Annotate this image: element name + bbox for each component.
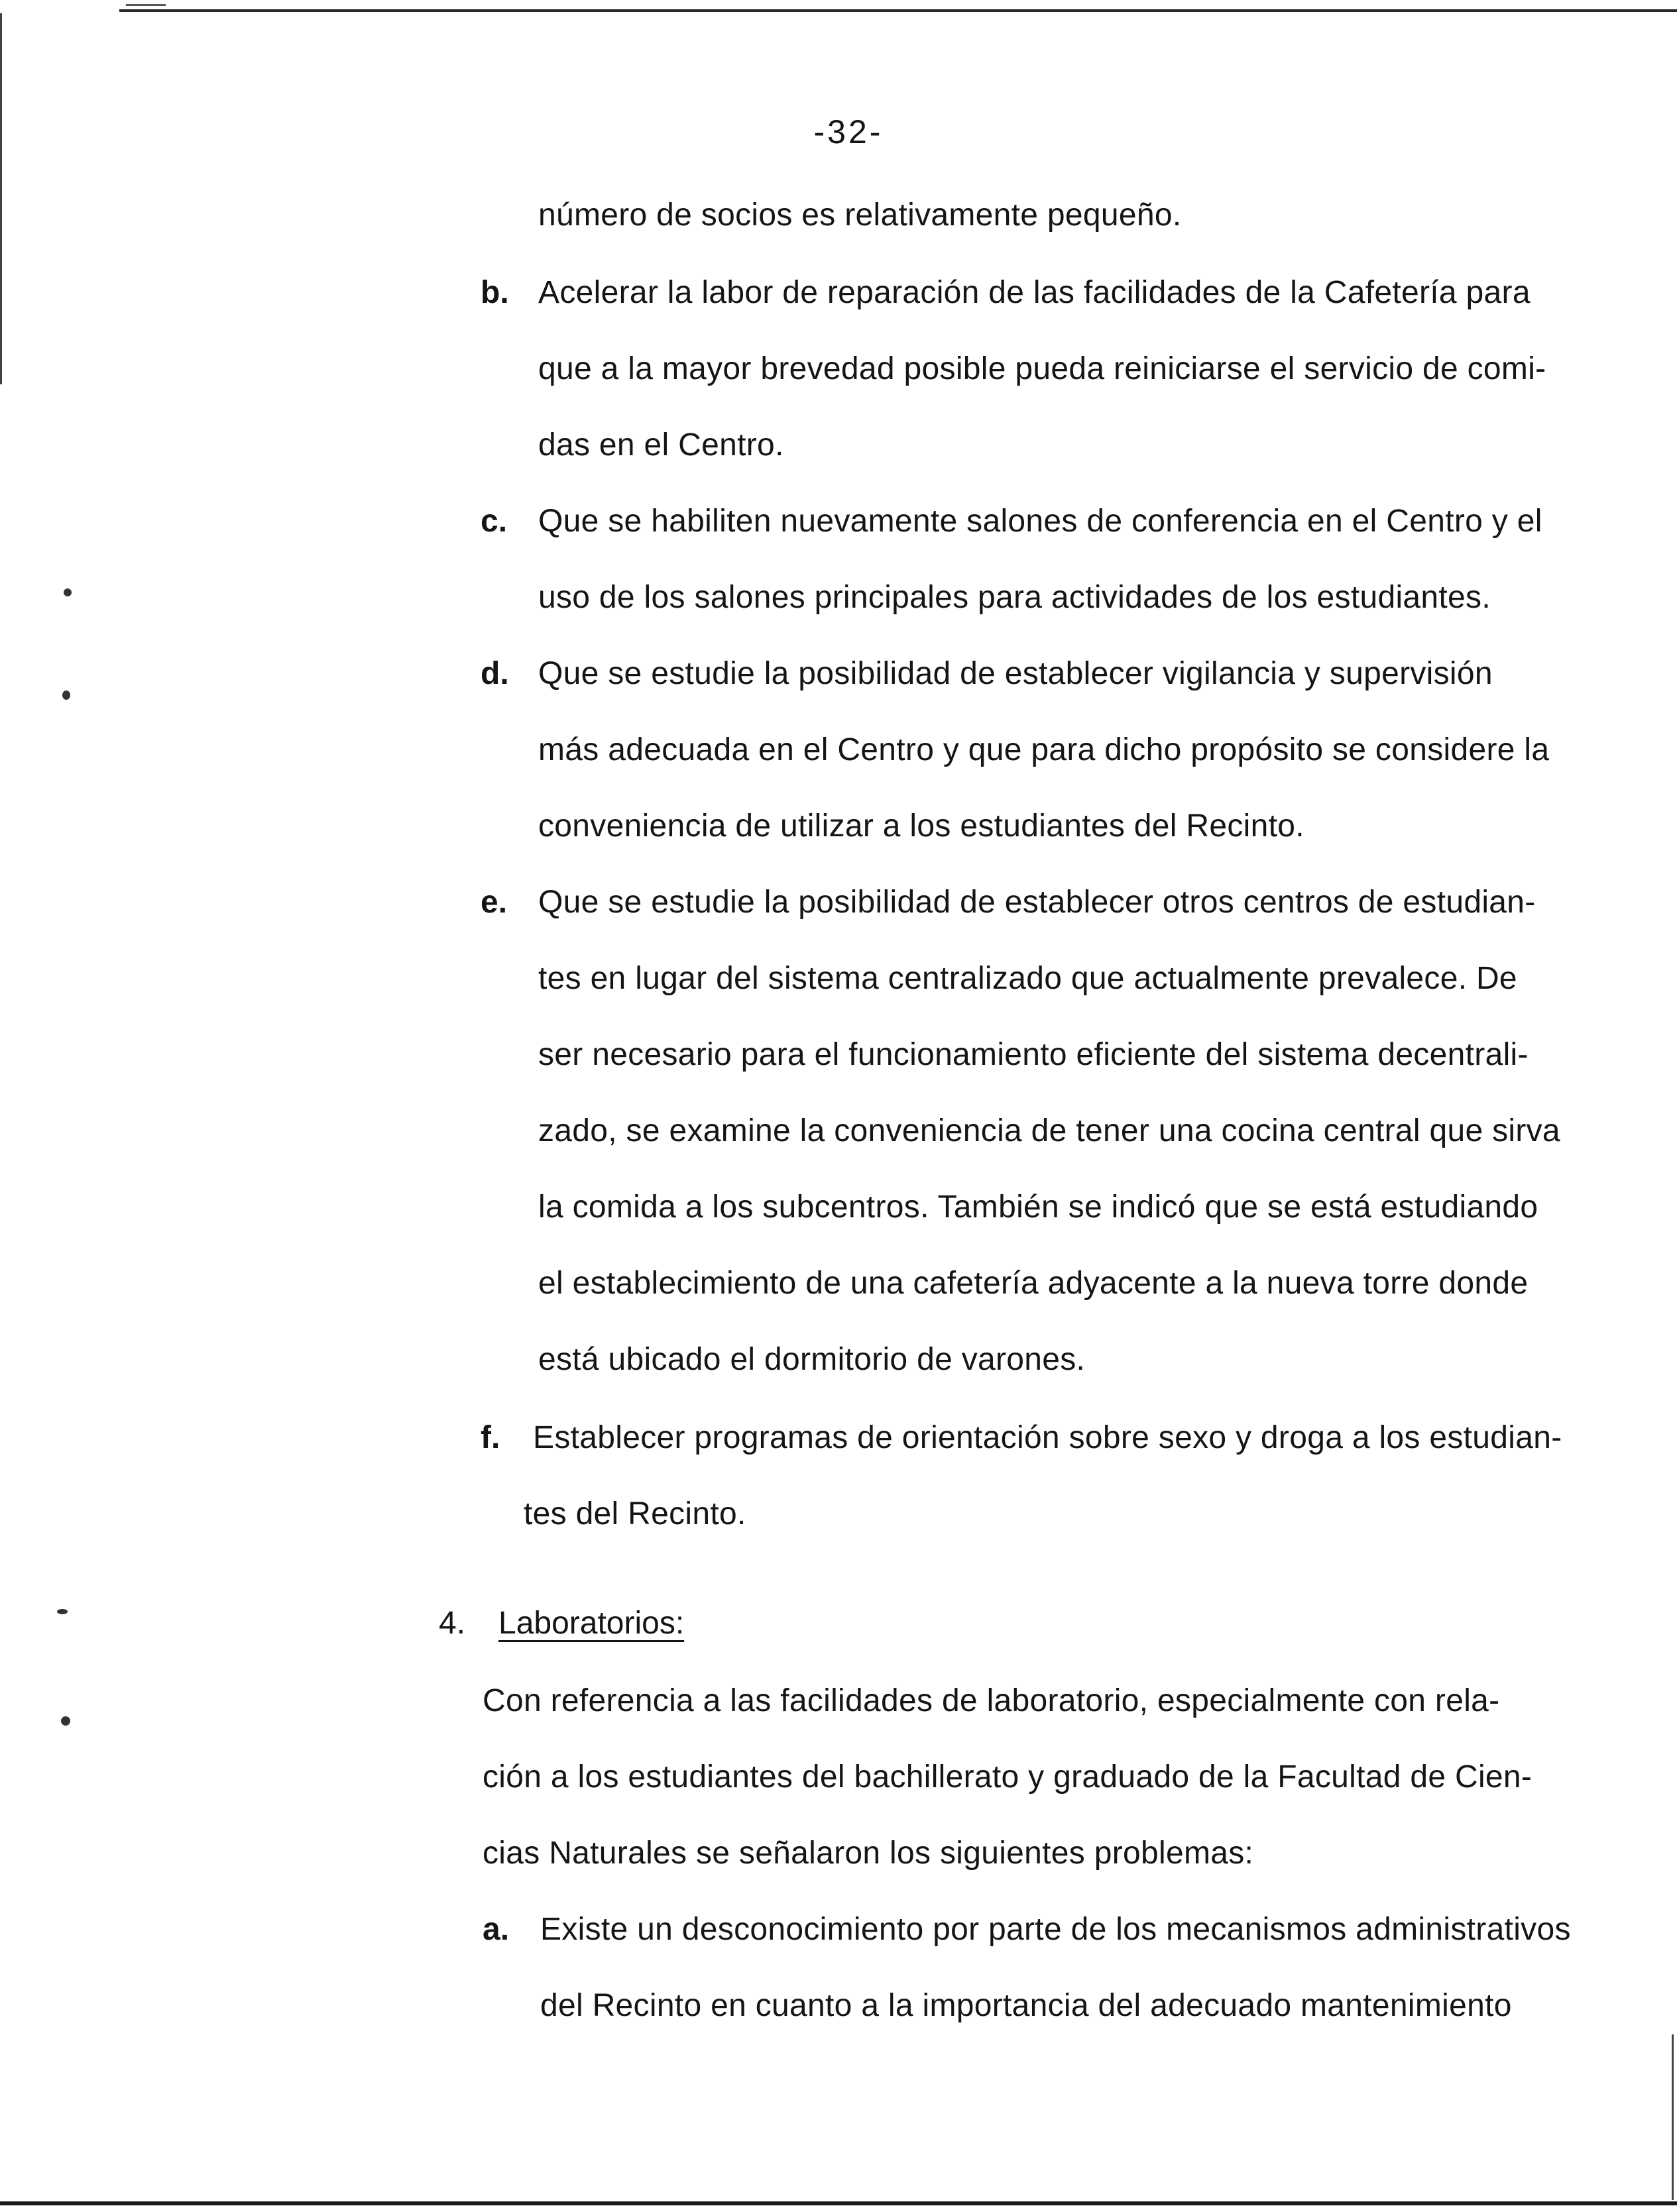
item-marker-c: c. <box>481 504 508 539</box>
punch-hole-speck <box>64 588 72 596</box>
item-e-line: la comida a los subcentros. También se indicó que se está estudiando <box>538 1189 1538 1225</box>
section-intro-line: Con referencia a las facilidades de laboratorio, especialmente con rela- <box>483 1683 1500 1718</box>
problem-a-line: Existe un desconocimiento por parte de los mecanismos administrativos <box>540 1912 1571 1947</box>
item-b-line: das en el Centro. <box>538 427 784 463</box>
scan-border-left <box>0 13 2 384</box>
scan-border-right <box>1672 2034 1674 2200</box>
item-e-line: tes en lugar del sistema centralizado que actualmente prevalece. De <box>538 961 1517 996</box>
punch-hole-speck <box>62 691 70 700</box>
section-title: Laboratorios: <box>498 1606 685 1641</box>
punch-hole-speck <box>57 1609 68 1614</box>
item-c-line: Que se habiliten nuevamente salones de conferencia en el Centro y el <box>538 504 1542 539</box>
item-e-line: está ubicado el dormitorio de varones. <box>538 1342 1086 1377</box>
problem-a-line: del Recinto en cuanto a la importancia del adecuado mantenimiento <box>540 1988 1512 2023</box>
item-e-line: Que se estudie la posibilidad de establecer otros centros de estudian- <box>538 885 1536 920</box>
item-d-line: Que se estudie la posibilidad de establecer vigilancia y supervisión <box>538 656 1493 691</box>
item-marker-d: d. <box>481 656 509 691</box>
item-e-line: zado, se examine la conveniencia de tener una cocina central que sirva <box>538 1113 1560 1148</box>
item-f-line: tes del Recinto. <box>524 1496 746 1531</box>
section-intro-line: cias Naturales se señalaron los siguientes problemas: <box>483 1836 1254 1871</box>
item-marker-b: b. <box>481 275 509 310</box>
scan-border-bottom <box>0 2201 1677 2205</box>
punch-hole-speck <box>61 1716 70 1726</box>
scan-border-top <box>119 9 1677 12</box>
scan-artifact-line <box>126 4 166 6</box>
item-marker-f: f. <box>481 1420 500 1455</box>
item-b-line: que a la mayor brevedad posible pueda reiniciarse el servicio de comi- <box>538 351 1546 386</box>
item-d-line: conveniencia de utilizar a los estudiantes del Recinto. <box>538 808 1304 844</box>
page-number: -32- <box>813 113 884 150</box>
item-d-line: más adecuada en el Centro y que para dicho propósito se considere la <box>538 732 1550 767</box>
item-c-line: uso de los salones principales para actividades de los estudiantes. <box>538 580 1491 615</box>
item-e-line: el establecimiento de una cafetería adyacente a la nueva torre donde <box>538 1266 1529 1301</box>
item-b-line: Acelerar la labor de reparación de las facilidades de la Cafetería para <box>538 275 1531 310</box>
problem-marker-a: a. <box>483 1912 510 1947</box>
item-e-line: ser necesario para el funcionamiento eficiente del sistema decentrali- <box>538 1037 1529 1072</box>
item-marker-e: e. <box>481 885 508 920</box>
item-f-line: Establecer programas de orientación sobre sexo y droga a los estudian- <box>533 1420 1562 1455</box>
continuation-line: número de socios es relativamente pequeño. <box>538 197 1182 233</box>
section-number: 4. <box>439 1606 466 1641</box>
section-intro-line: ción a los estudiantes del bachillerato y graduado de la Facultad de Cien- <box>483 1759 1532 1795</box>
